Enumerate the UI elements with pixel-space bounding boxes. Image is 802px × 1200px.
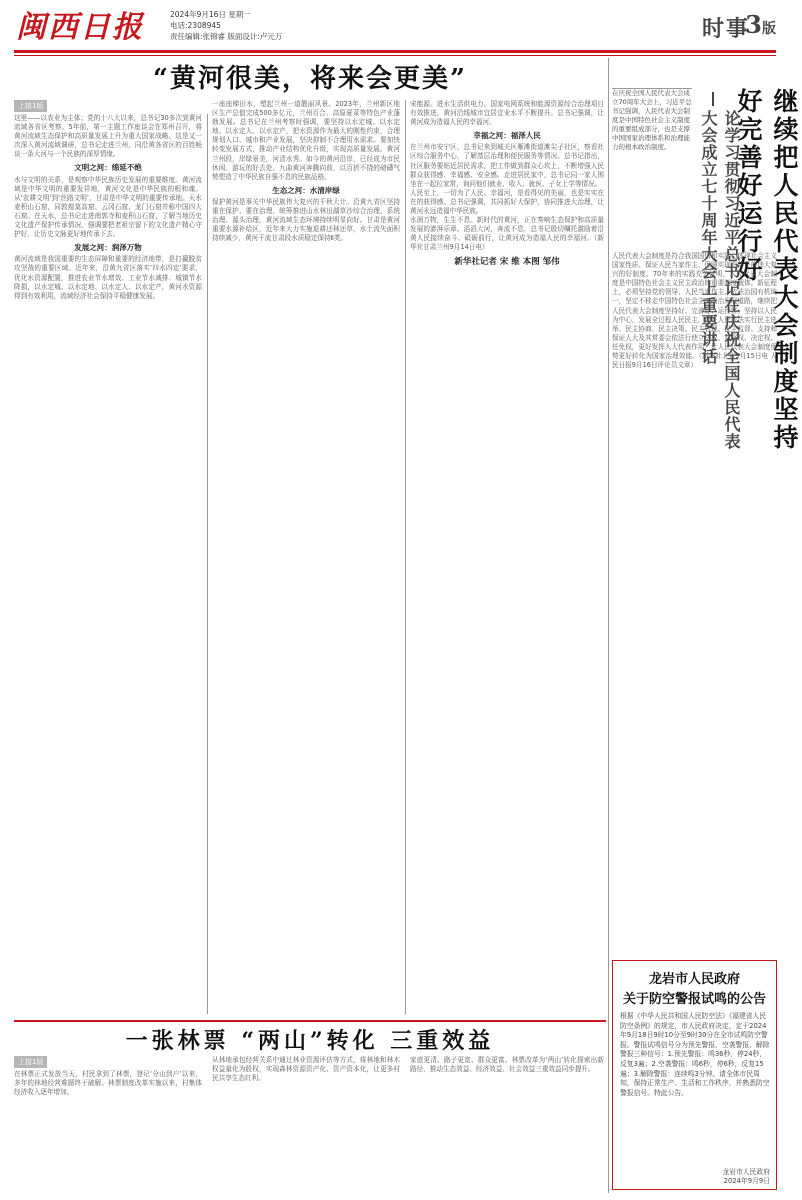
article1-col2b-text: 保护黄河是事关中华民族伟大复兴的千秋大计。沿黄九省区坚持重在保护、要在治理，统筹推进山水林田湖草沙综合治理、系统治理、源头治理，黄河流域生态环境持续明显向好。甘肃是黄河重要水源补给区，近年来大力实施退耕还林还草，水土流失面积持续减少，黄河干流甘肃段水质稳定保持Ⅱ类。 [212, 197, 400, 243]
article1-col1c-text: 黄河流域是我国重要的生态屏障和重要的经济地带，是打赢脱贫攻坚战的重要区域。近年来，沿黄九省区落实‘四水四定’要求，优化水资源配置，推进农业节水增效、工业节水减排、城镇节水降损，以水定城、以水定地、以水定人、以水定产，黄河水资源得到有效利用，流域经济社会保持平稳健康发展。 [14, 255, 202, 300]
column-divider [405, 100, 406, 1014]
notice-signature [620, 1168, 770, 1186]
article2-column-2 [212, 1056, 400, 1195]
masthead-rule-thin [14, 55, 776, 56]
article1-subhead-2: 发展之河：润泽万物 [74, 243, 142, 253]
section-title: 时事 [701, 17, 750, 42]
article1-subhead-1: 文明之河：绵延不绝 [74, 163, 142, 173]
page-suffix: 版 [762, 21, 776, 37]
commentary-lead: 在庆祝全国人民代表大会成立70周年大会上，习近平总书记强调，人民代表大会制度是中国特色社会主义制度的重要组成部分，也是支撑中国国家治理体系和治理能力的根本政治制度。 [612, 88, 692, 248]
article1-subhead-4: 幸福之河：福泽人民 [473, 131, 541, 141]
article2-headline: 一张林票 “两山”转化 三重效益 [125, 1028, 495, 1054]
article-divider [14, 1020, 606, 1022]
article1-headline: “黄河很美，将来会更美” [153, 64, 467, 94]
notice-body: 根据《中华人民共和国人民防空法》《福建省人民防空条例》的规定，市人民政府决定，定于2024年9月18日9时10分至9时30分在全市试鸣防空警报。警报试鸣信号分为预先警报、空袭警报、解除警报三种信号：1.预先警报：鸣36秒，停24秒，反复3遍；2.空袭警报：鸣6秒，停6秒，反复15遍；3.解除警报：连续鸣3分钟。请全体市民周知，保持正常生产、生活和工作秩序，并熟悉防空警报信号。特此公告。 [620, 1012, 770, 1097]
notice-issuer: 龙岩市人民政府 [648, 972, 740, 987]
article1-subhead-3: 生态之河：水清岸绿 [272, 185, 340, 195]
newspaper-logo: 闽西日报 [16, 10, 144, 45]
article1-tag: 上接1版 [14, 100, 47, 112]
notice-date: 2024年9月9日 [723, 1177, 770, 1185]
right-column-divider [608, 58, 609, 1193]
editors: 责任编辑:张锦睿 版面设计:卢元万 [170, 32, 283, 41]
masthead-rule [14, 50, 776, 53]
article2-col2-text: 从林地承包经营关系中通过林业资源评估等方式，将林地和林木权益量化为股权，实现森林资源资产化、资产资本化，让更多村民共享生态红利。 [212, 1056, 400, 1083]
article1-col3-text: 宋能源。进水生活供电力、国家电网系统和能源资源综合治理项目有效推进，黄河沿线城市宜居宜业水平不断提升。总书记强调，让黄河成为造福人民的幸福河。 [410, 100, 604, 127]
column-divider [207, 114, 208, 1014]
notice-title: 关于防空警报试鸣的公告 [622, 992, 766, 1007]
article1-column-1 [14, 114, 202, 1018]
article1-column-2 [212, 100, 400, 1018]
article1-col3c-text: 水润万物，生生不息。新时代的黄河，正在奏响生态保护和高质量发展的澎湃乐章。滔滔大河，奔流不息，总书记殷切嘱托激励着沿黄人民接续奋斗、砥砺前行，让黄河成为造福人民的幸福河。（新华社甘肃兰州9月14日电） [410, 216, 604, 252]
article1-col1b-text: 水与文明的关系，是观察中华民族历史发展的重要维度。黄河流域是中华文明的重要发祥地，黄河文化是中华民族的根和魂。从‘农耕文明’到‘丝路文明’，甘肃是中华文明的重要传承地。天水麦积山石窟，同敦煌莫高窟、云冈石窟、龙门石窟并称中国四大石窟。在天水，总书记走进南郭寺和麦积山石窟，了解当地历史文化遗产保护传承情况，强调要把老祖宗留下的文化遗产精心守护好，让历史文脉更好地传承下去。 [14, 175, 202, 239]
commentary-subtitle: 论学习贯彻习近平总书记在庆祝全国人民代表大会成立七十周年大会上重要讲话 [699, 110, 741, 450]
phone: 电话:2308945 [170, 21, 221, 30]
article1-col3d-text: 人民至上，一切为了人民。幸福河，是看得见的美丽，也是实实在在的获得感。总书记强调，共同抓好大保护，协同推进大治理，让黄河永远造福中华民族。 [410, 188, 604, 216]
page-number [745, 10, 776, 39]
article2-column-1 [14, 1070, 202, 1195]
article2-col3-text: 家底更清、路子更宽、群众更富。林票改革为‘两山’转化探索出新路径，推动生态效益、经济效益、社会效益三重效益同步提升。 [410, 1056, 604, 1074]
article2-tag: 上接1版 [14, 1056, 47, 1068]
article1-column-3 [410, 100, 604, 1018]
page-number-value: 3 [745, 10, 762, 39]
article2-column-3 [410, 1056, 604, 1195]
article1-col1-text: 这里——以农业为主体；党的十八大以来，总书记30多次到黄河流域各省区考察。5年前，第一主题工作座谈会在郑州召开，将黄河流域生态保护和高质量发展上升为重大国家战略。这是又一次深入黄河流域调研，总书记走进兰州，同沿黄各省区的百姓畅谈一条大河与一个民族的深厚情缘。 [14, 114, 202, 159]
notice-signer: 龙岩市人民政府 [722, 1168, 770, 1176]
issue-date: 2024年9月16日 星期一 [170, 10, 251, 19]
article1-col3b-text: 在兰州市安宁区，总书记来到城关区雁滩街道滩尖子社区，察看社区综合服务中心，了解基层治理和便民服务等情况。总书记指出，社区服务要贴近居民需求，把工作做到群众心坎上，不断增强人民群众获得感、幸福感、安全感。走进居民家中，总书记同一家人围坐在一起拉家常，询问他们就业、收入、就医、子女上学等情况。 [410, 143, 604, 188]
article1-authors: 新华社记者 宋 维 本图 邹伟 [454, 256, 560, 267]
article2-col1-text: 在林票正式发放当天，村民拿到了林票，登记‘分山到户’以来，多年的林地经营难题终于破解。林票制度改革实施以来，村集体经济收入逐年增加。 [14, 1070, 202, 1097]
commentary-title: 继续把人民代表大会制度坚持好完善好运行好 [734, 88, 799, 452]
subtitle-dash [712, 92, 714, 106]
article1-col2-text: 一座座梯田水，塑起兰州一道靓丽风景。2023年，兰州新区地区生产总值完成500多亿元，兰州百合、高原夏菜等特色产业蓬勃发展。总书记在兰州考察时强调，要坚持以水定城、以水定地、以水定人、以水定产，把水资源作为最大的刚性约束，合理规划人口、城市和产业发展，坚决抑制不合理用水需求。要加快转变发展方式，推动产业结构优化升级，实现高质量发展。黄河兰州段，岸绿景美，河清水秀。如今的黄河沿岸，已经成为市民休闲、游玩的好去处。九曲黄河奔腾向前，以百折不挠的磅礴气势塑造了中华民族自强不息的民族品格。 [212, 100, 400, 181]
commentary-body: 人民代表大会制度是符合我国国情和实际、体现社会主义国家性质、保证人民当家作主、保障实现中华民族伟大复兴的好制度。70年来的实践充分证明，人民代表大会制度是中国特色社会主义民主政治的重要制度载体。新征程上，必须坚持党的领导、人民当家作主、依法治国有机统一，坚定不移走中国特色社会主义政治发展道路，继续把人民代表大会制度坚持好、完善好、运行好。坚持以人民为中心，发展全过程人民民主，保证人民依法实行民主选举、民主协商、民主决策、民主管理、民主监督。支持和保证人大及其常委会依法行使立法权、监督权、决定权、任免权，更好发挥人大代表作用，让人民代表大会制度优势更好转化为国家治理效能。（新华社北京9月15日电 人民日报9月16日评论员文章） [612, 252, 777, 370]
